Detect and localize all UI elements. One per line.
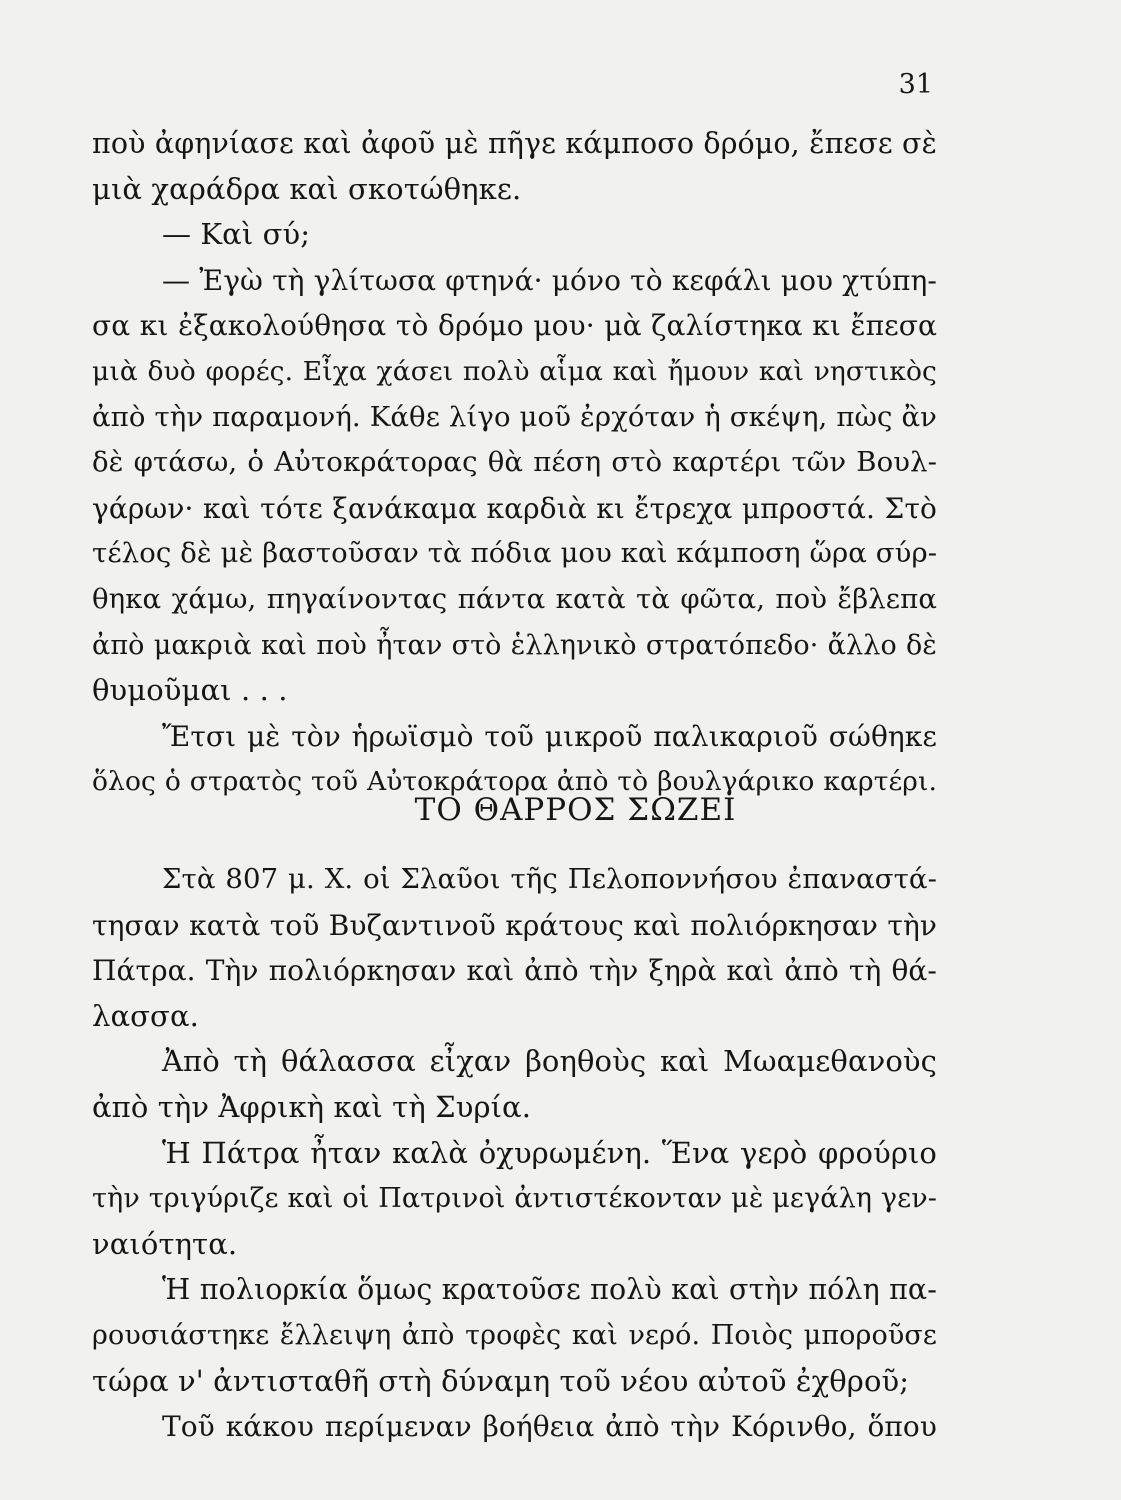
section-body-text — [92, 857, 937, 1450]
paragraph-start-line: Ἡ Πάτρα ἦταν καλὰ ὀχυρωμένη. Ἕνα γερὸ φρούριο — [162, 1135, 937, 1170]
text-line: σα κι ἐξακολούθησα τὸ δρόμο μου· μὰ ζαλίστηκα κι ἔπεσα — [92, 309, 937, 343]
text-line: θηκα χάμω, πηγαίνοντας πάντα κατὰ τὰ φῶτα, ποὺ ἔβλεπα — [92, 582, 937, 615]
page-number: 31 — [898, 69, 933, 100]
text-line: δὲ φτάσω, ὁ Αὐτοκράτορας θὰ πέση στὸ καρτέρι τῶν Βουλ- — [92, 446, 937, 479]
text-line: Πάτρα. Τὴν πολιόρκησαν καὶ ἀπὸ τὴν ξηρὰ καὶ ἀπὸ τὴ θά- — [92, 954, 937, 988]
text-line: τέλος δὲ μὲ βαστοῦσαν τὰ πόδια μου καὶ κάμποση ὥρα σύρ- — [92, 537, 938, 570]
text-line: λασσα. — [92, 998, 199, 1033]
section-heading: ΤΟ ΘΑΡΡΟΣ ΣΩΖΕΙ — [414, 792, 737, 828]
text-line: ἀπὸ μακριὰ καὶ ποὺ ἦταν στὸ ἑλληνικὸ στρατόπεδο· ἄλλο δὲ — [92, 629, 937, 661]
paragraph-start-line: Τοῦ κάκου περίμεναν βοήθεια ἀπὸ τὴν Κόρινθο, ὅπου — [162, 1410, 937, 1444]
paragraph-start-line: Ἀπὸ τὴ θάλασσα εἶχαν βοηθοὺς καὶ Μωαμεθανοὺς — [162, 1044, 937, 1079]
text-line: θυμοῦμαι . . . — [92, 673, 288, 708]
text-line: γάρων· καὶ τότε ξανάκαμα καρδιὰ κι ἔτρεχα μπροστά. Στὸ — [92, 491, 937, 525]
text-line: ὅλος ὁ στρατὸς τοῦ Αὐτοκράτορα ἀπὸ τὸ βουλγάρικο καρτέρι. — [92, 766, 937, 798]
text-line: τησαν κατὰ τοῦ Βυζαντινοῦ κράτους καὶ πολιόρκησαν τὴν — [92, 908, 937, 942]
dialogue-line: — Ἐγὼ τὴ γλίτωσα φτηνά· μόνο τὸ κεφάλι μου χτύπη- — [162, 263, 937, 297]
text-line: ποὺ ἀφηνίασε καὶ ἀφοῦ μὲ πῆγε κάμποσο δρόμο, ἔπεσε σὲ — [92, 127, 937, 160]
dialogue-line: — Καὶ σύ; — [162, 217, 311, 252]
text-line: ἀπὸ τὴν Ἀφρικὴ καὶ τὴ Συρία. — [92, 1089, 532, 1124]
text-line: ἀπὸ τὴν παραμονή. Κάθε λίγο μοῦ ἐρχόταν ἡ σκέψη, πὼς ἂν — [92, 400, 937, 433]
text-line: μιὰ δυὸ φορές. Εἶχα χάσει πολὺ αἷμα καὶ ἤμουν καὶ νηστικὸς — [92, 355, 937, 387]
paragraph-start-line: Στὰ 807 μ. Χ. οἱ Σλαῦοι τῆς Πελοποννήσου ἐπαναστά- — [162, 863, 937, 895]
paragraph-start-line: Ἡ πολιορκία ὅμως κρατοῦσε πολὺ καὶ στὴν πόλη πα- — [162, 1273, 937, 1307]
text-line: ρουσιάστηκε ἔλλειψη ἀπὸ τροφὲς καὶ νερό. Ποιὸς μποροῦσε — [92, 1319, 937, 1351]
text-line: ναιότητα. — [92, 1226, 238, 1261]
story-ending-text — [92, 121, 937, 805]
paragraph-start-line: Ἔτσι μὲ τὸν ἡρωϊσμὸ τοῦ μικροῦ παλικαριοῦ σώθηκε — [162, 719, 937, 753]
text-line: μιὰ χαράδρα καὶ σκοτώθηκε. — [92, 171, 522, 206]
text-line: τώρα ν' ἀντισταθῆ στὴ δύναμη τοῦ νέου αὐτοῦ ἐχθροῦ; — [92, 1363, 910, 1398]
text-line: τὴν τριγύριζε καὶ οἱ Πατρινοὶ ἀντιστέκονταν μὲ μεγάλη γεν- — [92, 1183, 937, 1215]
